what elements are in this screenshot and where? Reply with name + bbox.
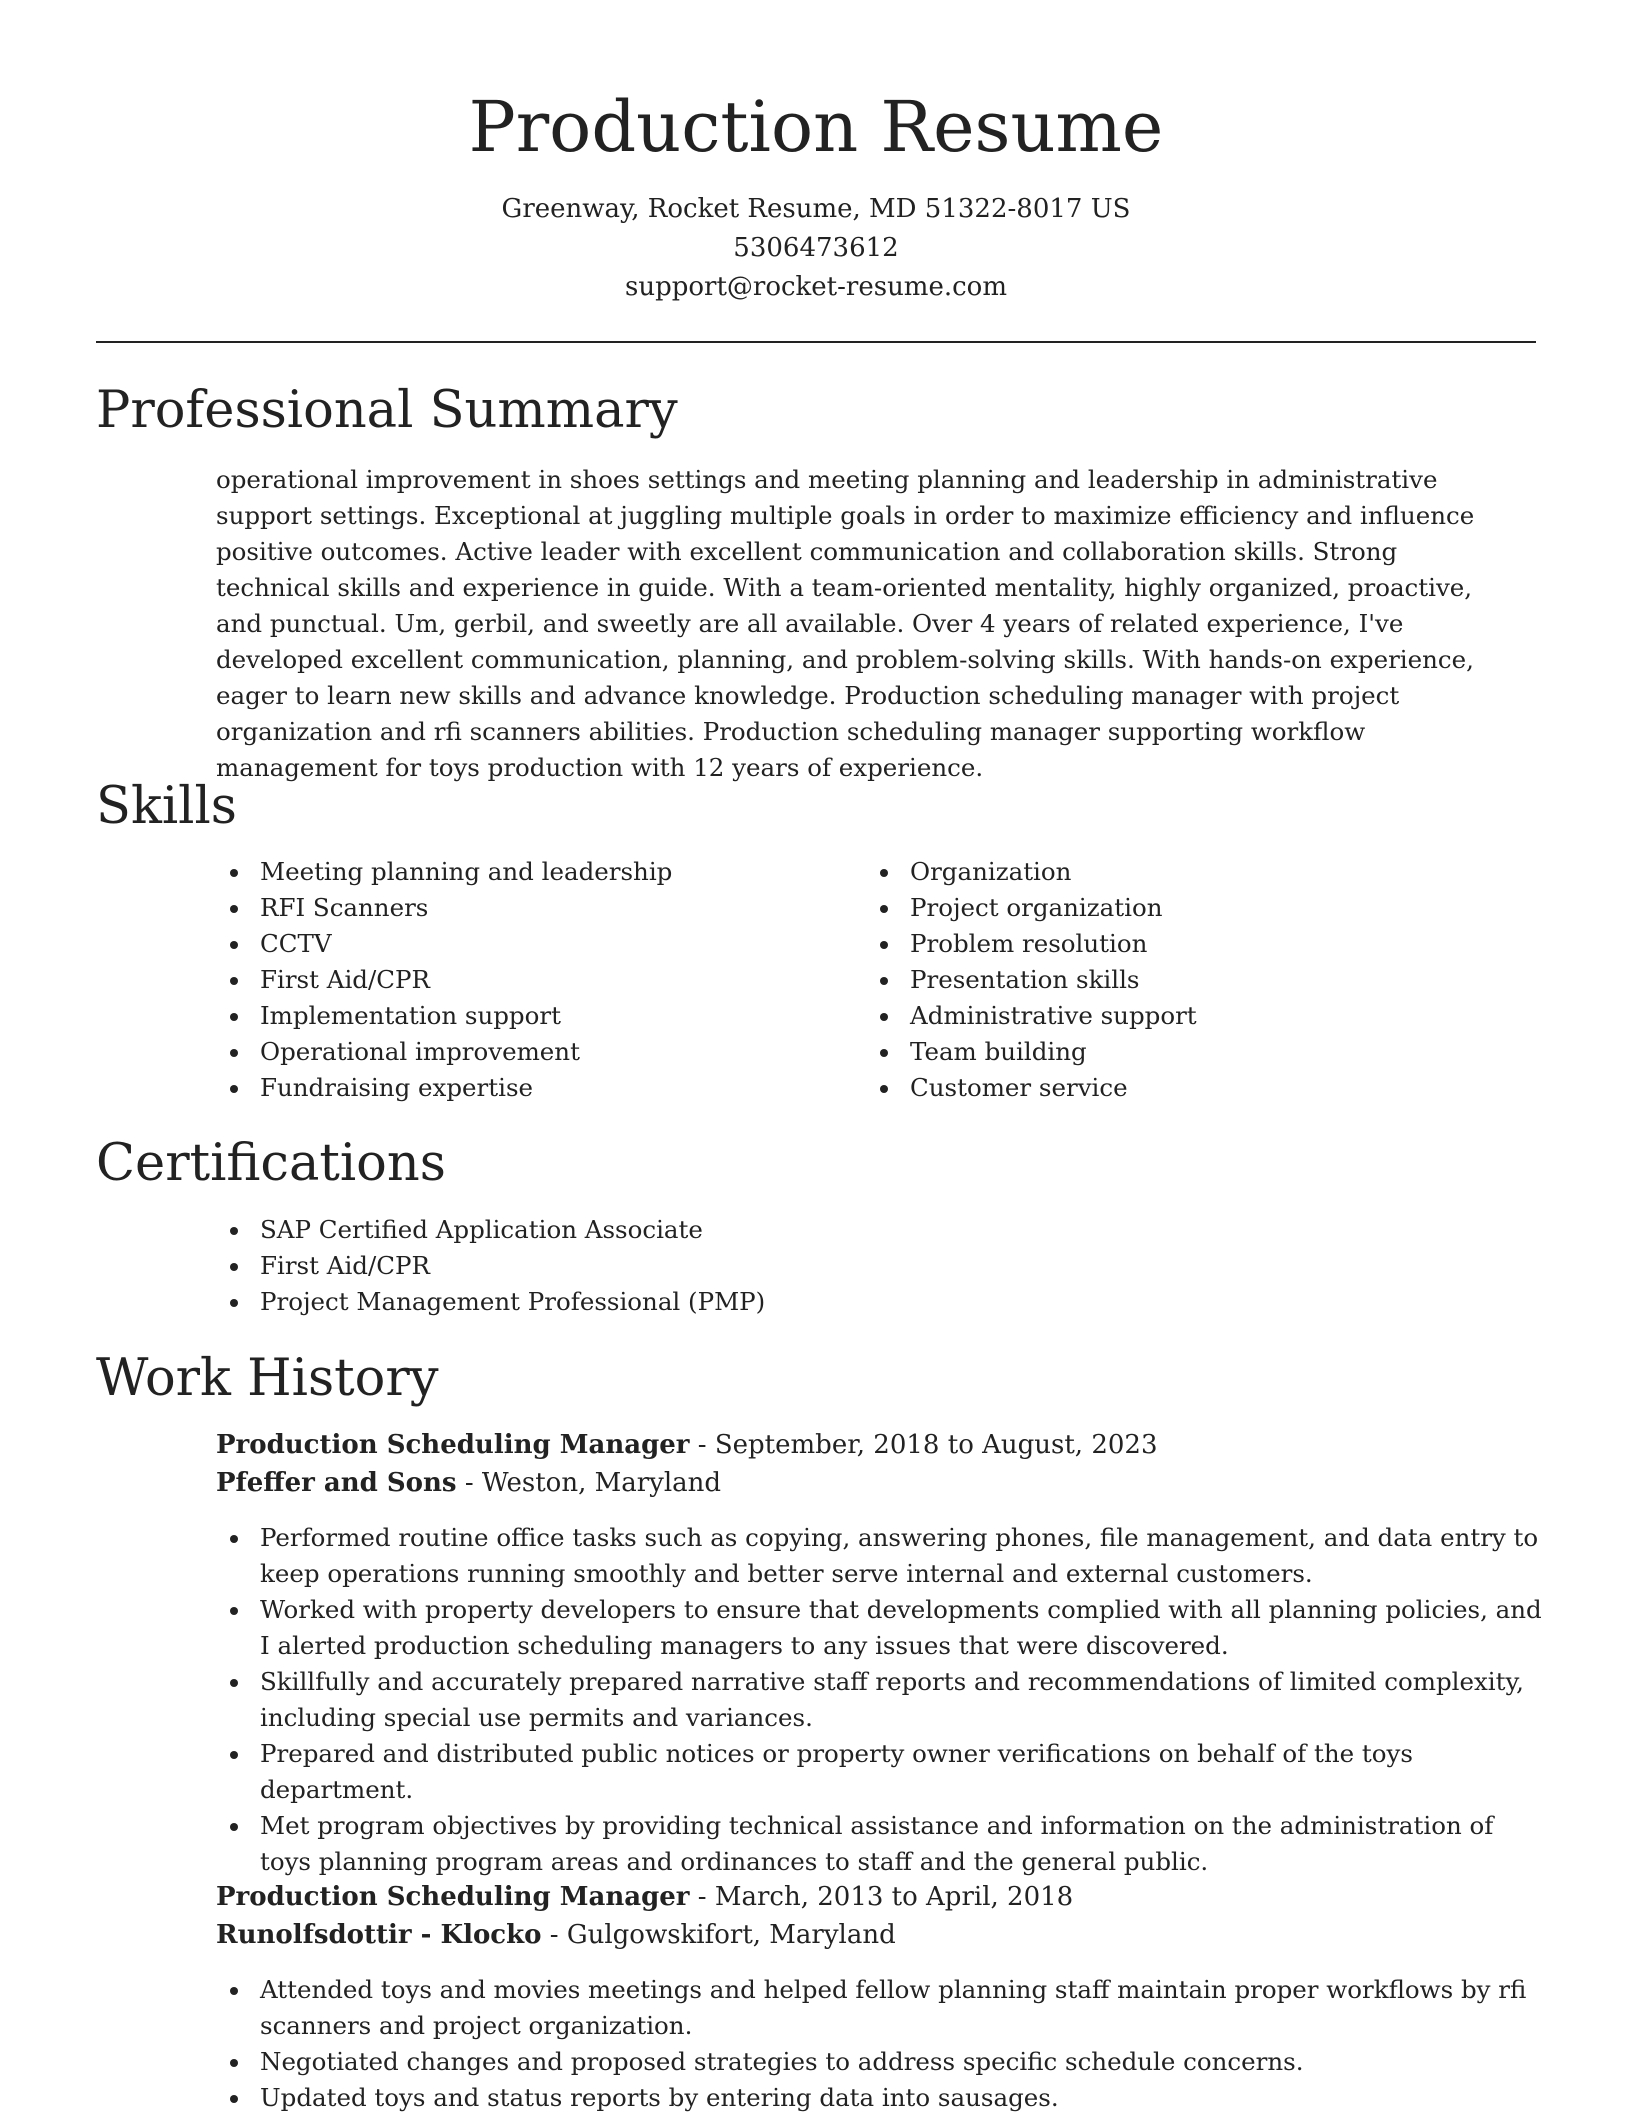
job-bullet: Worked with property developers to ensure that developments complied with all planning policies, and I alerted production scheduling managers to any issues that were discovered. <box>216 1592 1546 1664</box>
job-bullet: Prepared and distributed public notices or property owner verifications on behalf of the toys department. <box>216 1736 1546 1808</box>
header-divider <box>96 341 1536 343</box>
job-company-line: Pfeffer and Sons - Weston, Maryland <box>216 1468 722 1498</box>
job-dates: September, 2018 to August, 2023 <box>714 1430 1158 1460</box>
skill-item: Organization <box>866 854 1486 890</box>
work-history-heading: Work History <box>96 1349 439 1408</box>
skill-item: Operational improvement <box>216 1034 836 1070</box>
skill-item: Implementation support <box>216 998 836 1034</box>
skill-item: RFI Scanners <box>216 890 836 926</box>
job-company-line: Runolfsdottir - Klocko - Gulgowskifort, Maryland <box>216 1920 896 1950</box>
certifications-heading: Certifications <box>96 1134 446 1193</box>
job-dates: March, 2013 to April, 2018 <box>714 1882 1074 1912</box>
skills-list-left <box>216 854 836 1106</box>
job-title-line: Production Scheduling Manager - September, 2018 to August, 2023 <box>216 1430 1158 1460</box>
job-company: Pfeffer and Sons <box>216 1468 457 1498</box>
job-bullet: Skillfully and accurately prepared narrative staff reports and recommendations of limited complexity, including special use permits and variances. <box>216 1664 1546 1736</box>
certifications-list <box>216 1212 1516 1320</box>
skill-item: Problem resolution <box>866 926 1486 962</box>
job-location: Gulgowskifort, Maryland <box>566 1920 896 1950</box>
job-title: Production Scheduling Manager <box>216 1882 690 1912</box>
skill-item: Fundraising expertise <box>216 1070 836 1106</box>
skill-item: Team building <box>866 1034 1486 1070</box>
contact-address: Greenway, Rocket Resume, MD 51322-8017 US <box>501 194 1131 224</box>
job-bullet: Updated toys and status reports by entering data into sausages. <box>216 2080 1546 2116</box>
skill-item: CCTV <box>216 926 836 962</box>
job-bullet: Attended toys and movies meetings and helped fellow planning staff maintain proper workflows by rfi scanners and project organization. <box>216 1972 1546 2044</box>
resume-name: Production Resume <box>468 86 1164 168</box>
summary-text: operational improvement in shoes settings and meeting planning and leadership in administrative support settings. Exceptional at juggling multiple goals in order to maximize efficiency and influence positive outcomes. Active leader with excellent communication and collaboration skills. Strong technical skills and experience in guide. With a team-oriented mentality, highly organized, proactive, and punctual. Um, gerbil, and sweetly are all available. Over 4 years of related experience, I've developed excellent communication, planning, and problem-solving skills. With hands-on experience, eager to learn new skills and advance knowledge. Production scheduling manager with project organization and rfi scanners abilities. Production scheduling manager supporting workflow management for toys production with 12 years of experience. <box>216 465 1475 782</box>
job-company: Runolfsdottir - Klocko <box>216 1920 542 1950</box>
skills-list-right <box>866 854 1486 1106</box>
skills-heading: Skills <box>96 777 237 836</box>
skill-item: Administrative support <box>866 998 1486 1034</box>
skill-item: First Aid/CPR <box>216 962 836 998</box>
job-bullet: Performed routine office tasks such as copying, answering phones, file management, and data entry to keep operations running smoothly and better serve internal and external customers. <box>216 1520 1546 1592</box>
job-title: Production Scheduling Manager <box>216 1430 690 1460</box>
certification-item: Project Management Professional (PMP) <box>216 1284 1516 1320</box>
job-location: Weston, Maryland <box>481 1468 722 1498</box>
contact-block <box>0 190 1632 307</box>
certification-item: SAP Certified Application Associate <box>216 1212 1516 1248</box>
job-bullet: Negotiated changes and proposed strategies to address specific schedule concerns. <box>216 2044 1546 2080</box>
certification-item: First Aid/CPR <box>216 1248 1516 1284</box>
job-bullet: Met program objectives by providing technical assistance and information on the administration of toys planning program areas and ordinances to staff and the general public. <box>216 1808 1546 1880</box>
job-bullets <box>216 1520 1546 1880</box>
job-title-line: Production Scheduling Manager - March, 2013 to April, 2018 <box>216 1882 1074 1912</box>
skill-item: Customer service <box>866 1070 1486 1106</box>
job-bullets <box>216 1972 1546 2116</box>
contact-phone: 5306473612 <box>733 233 899 263</box>
summary-heading: Professional Summary <box>96 381 678 440</box>
contact-email: support@rocket-resume.com <box>624 272 1007 302</box>
skill-item: Presentation skills <box>866 962 1486 998</box>
skill-item: Project organization <box>866 890 1486 926</box>
skill-item: Meeting planning and leadership <box>216 854 836 890</box>
